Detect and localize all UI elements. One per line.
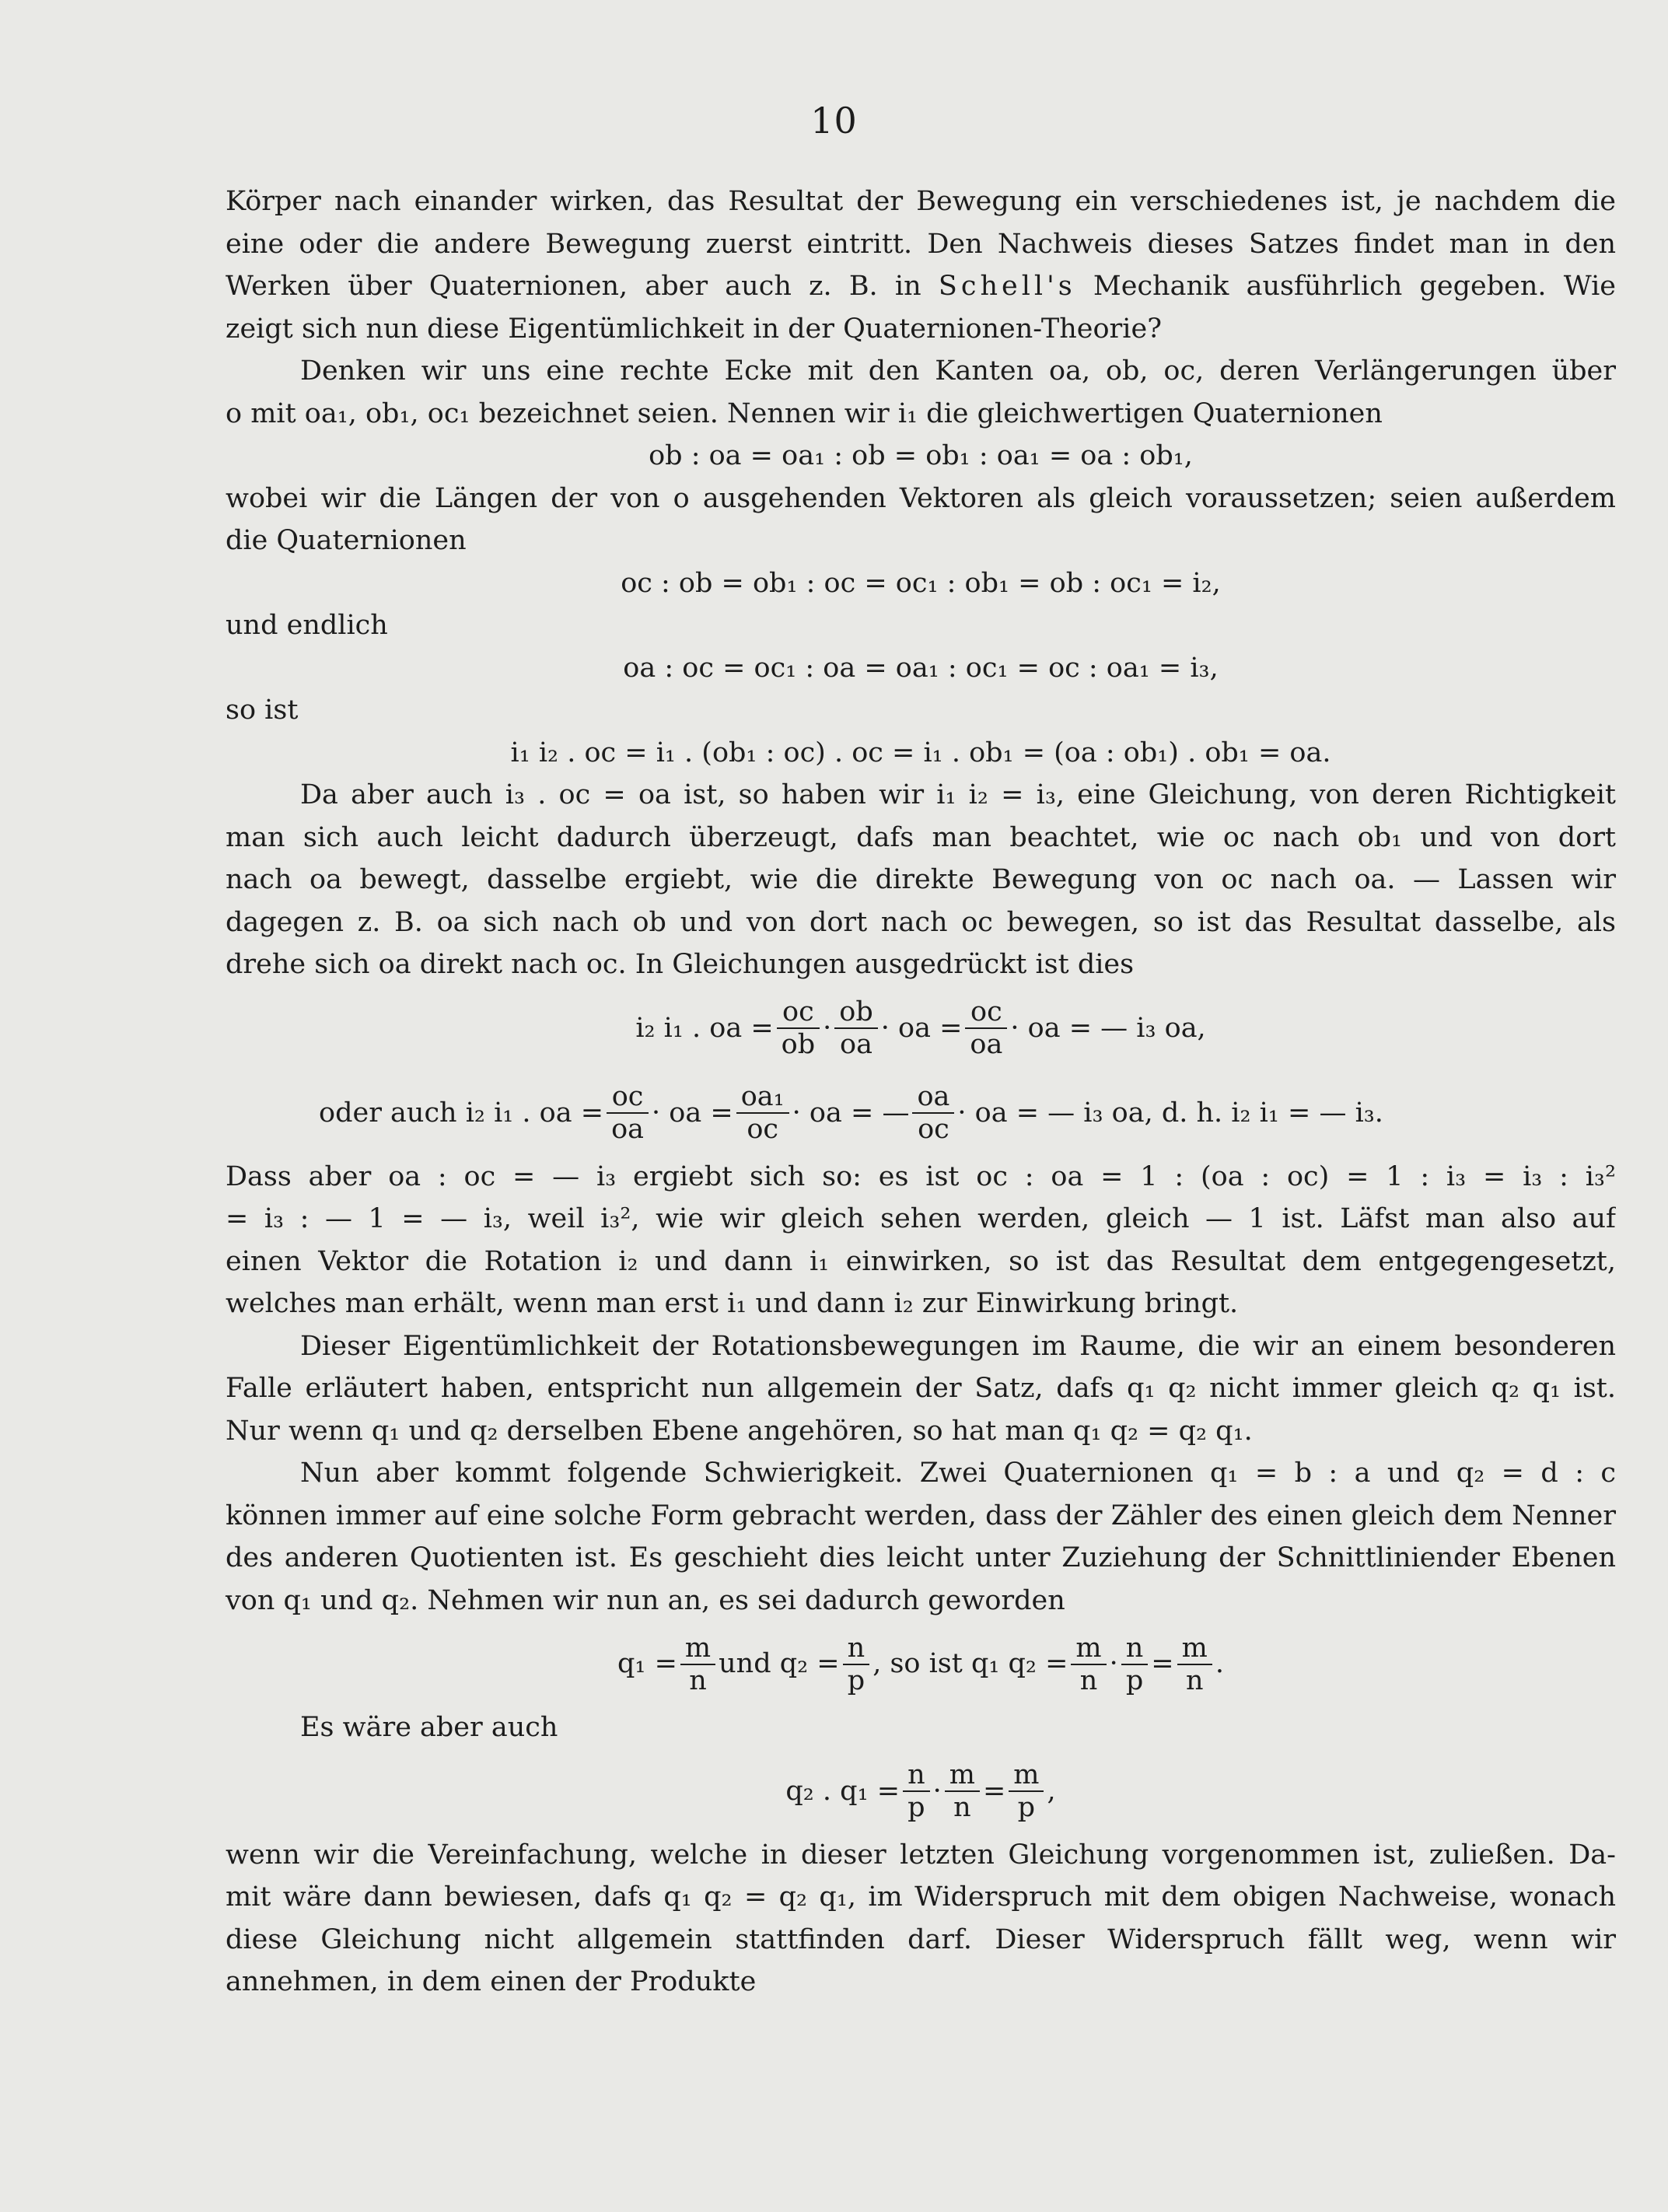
eq-term: . (1215, 1648, 1224, 1680)
text-line: diese Gleichung nicht allgemein stattfinden darf. Dieser Widerspruch fällt weg, wenn wir (226, 1923, 1616, 1955)
eq-term: · (932, 1775, 942, 1807)
fraction (736, 1081, 789, 1145)
text-line: wobei wir die Längen der von o ausgehenden Vektoren als gleich voraussetzen; seien außerdem (226, 482, 1616, 514)
eq-term: q₂ . q₁ = (785, 1775, 900, 1807)
denominator: p (1125, 1664, 1144, 1696)
fraction (843, 1633, 870, 1696)
text-line: Dieser Eigentümlichkeit der Rotationsbewegungen im Raume, die wir an einem besonderen (300, 1330, 1616, 1362)
text-line: mit wäre dann bewiesen, dafs q₁ q₂ = q₂ q₁, im Widerspruch mit dem obigen Nachweise, wonach (226, 1881, 1616, 1913)
text-line: nach oa bewegt, dasselbe ergiebt, wie die direkte Bewegung von oc nach oa. — Lassen wir (226, 864, 1616, 895)
denominator: ob (781, 1029, 816, 1060)
denominator: n (1185, 1664, 1204, 1696)
eq-term: oder auch i₂ i₁ . oa = (319, 1097, 604, 1129)
text-line: drehe sich oa direkt nach oc. In Gleichungen ausgedrückt ist dies (226, 949, 1135, 980)
denominator: oa (970, 1029, 1003, 1060)
text-line: so ist (226, 695, 299, 726)
text-line: Denken wir uns eine rechte Ecke mit den Kanten oa, ob, oc, deren Verlängerungen über (300, 355, 1616, 387)
text-line: des anderen Quotienten ist. Es geschieht dies leicht unter Zuziehung der Schnittliniender Ebenen (226, 1542, 1616, 1573)
text-line: und endlich (226, 610, 388, 641)
equation-5 (226, 986, 1616, 1071)
text-line: Nur wenn q₁ und q₂ derselben Ebene angehören, so hat man q₁ q₂ = q₂ q₁. (226, 1415, 1253, 1447)
eq-term: · oa = — i₃ oa, d. h. i₂ i₁ = — i₃. (957, 1097, 1383, 1129)
text-line: o mit oa₁, ob₁, oc₁ bezeichnet seien. Nennen wir i₁ die gleichwertigen Quaternionen (226, 397, 1383, 429)
eq-term: = (1151, 1648, 1174, 1680)
text-line: Da aber auch i₃ . oc = oa ist, so haben wir i₁ i₂ = i₃, eine Gleichung, von deren Richtigkeit (300, 779, 1616, 810)
numerator: oc (607, 1081, 649, 1114)
text-line: können immer auf eine solche Form gebracht werden, dass der Zähler des einen gleich dem Nenner (226, 1500, 1616, 1531)
fraction (1121, 1633, 1149, 1696)
text-line: welches man erhält, wenn man erst i₁ und dann i₂ zur Einwirkung bringt. (226, 1288, 1239, 1319)
numerator: oa (912, 1081, 954, 1114)
eq-term: · oa = (880, 1012, 963, 1044)
eq-term: · oa = — (792, 1097, 910, 1129)
eq-term: · oa = (652, 1097, 733, 1129)
denominator: oa (840, 1029, 872, 1060)
text-line: Nun aber kommt folgende Schwierigkeit. Zwei Quaternionen q₁ = b : a und q₂ = d : c (300, 1458, 1616, 1489)
numerator: oa₁ (736, 1081, 789, 1114)
numerator: oc (965, 996, 1007, 1029)
page-number: 10 (810, 100, 858, 142)
numerator: n (1121, 1633, 1149, 1665)
numerator: n (843, 1633, 870, 1665)
denominator: oa (611, 1114, 645, 1145)
fraction (945, 1759, 980, 1823)
numerator: m (945, 1759, 980, 1792)
equation-4: i₁ i₂ . oc = i₁ . (ob₁ : oc) . oc = i₁ . ob₁ = (oa : ob₁) . ob₁ = oa. (510, 737, 1331, 768)
text-line (226, 265, 1616, 308)
text-line: dagegen z. B. oa sich nach ob und von dort nach oc bewegen, so ist das Resultat dasselbe, als (226, 906, 1616, 938)
numerator: n (903, 1759, 930, 1792)
text-line: Körper nach einander wirken, das Resultat der Bewegung ein verschiedenes ist, je nachdem die (226, 186, 1616, 217)
denominator: p (847, 1664, 865, 1696)
eq-term: = (982, 1775, 1006, 1807)
numerator: m (680, 1633, 715, 1665)
text-line: man sich auch leicht dadurch überzeugt, dafs man beachtet, wie oc nach ob₁ und von dort (226, 821, 1616, 853)
equation-1: ob : oa = oa₁ : ob = ob₁ : oa₁ = oa : ob₁, (649, 440, 1193, 471)
fraction (1177, 1633, 1212, 1696)
denominator: n (1079, 1664, 1098, 1696)
numerator: m (1071, 1633, 1106, 1665)
fraction (607, 1081, 649, 1145)
denominator: oc (918, 1114, 949, 1145)
text-line: annehmen, in dem einen der Produkte (226, 1966, 757, 1997)
fraction (903, 1759, 930, 1823)
text-line: Falle erläutert haben, entspricht nun allgemein der Satz, dafs q₁ q₂ nicht immer gleich q₂ q₁ ist. (226, 1373, 1616, 1404)
denominator: n (953, 1792, 971, 1823)
equation-3: oa : oc = oc₁ : oa = oa₁ : oc₁ = oc : oa₁ = i₃, (623, 652, 1219, 684)
text-line: = i₃ : — 1 = — i₃, weil i₃², wie wir gleich sehen werden, gleich — 1 ist. Läfst man also auf (226, 1203, 1616, 1234)
denominator: oc (747, 1114, 779, 1145)
fraction (834, 996, 877, 1060)
text-line: einen Vektor die Rotation i₂ und dann i₁ einwirken, so ist das Resultat dem entgegengesetzt, (226, 1245, 1616, 1277)
body-text (226, 180, 1616, 2004)
text-line: Es wäre aber auch (300, 1712, 558, 1743)
text-line: zeigt sich nun diese Eigentümlichkeit in der Quaternionen-Theorie? (226, 313, 1162, 345)
numerator: oc (777, 996, 820, 1029)
equation-2: oc : ob = ob₁ : oc = oc₁ : ob₁ = ob : oc₁ = i₂, (621, 567, 1221, 599)
equation-8 (226, 1749, 1616, 1834)
eq-term: , so ist q₁ q₂ = (872, 1648, 1068, 1680)
equation-6 (226, 1071, 1616, 1156)
eq-term: · (1109, 1648, 1118, 1680)
fraction (680, 1633, 715, 1696)
eq-term: i₂ i₁ . oa = (635, 1012, 774, 1044)
text-line: Dass aber oa : oc = — i₃ ergiebt sich so: es ist oc : oa = 1 : (oa : oc) = 1 : i₃ = i₃ : i₃² (226, 1160, 1616, 1192)
fraction (1071, 1633, 1106, 1696)
fraction (965, 996, 1007, 1060)
eq-term: q₁ = (617, 1648, 677, 1680)
numerator: m (1177, 1633, 1212, 1665)
eq-term: und q₂ = (719, 1648, 840, 1680)
fraction (912, 1081, 954, 1145)
text-line: eine oder die andere Bewegung zuerst eintritt. Den Nachweis dieses Satzes findet man in den (226, 228, 1616, 260)
text-line: die Quaternionen (226, 525, 467, 556)
text-line: wenn wir die Vereinfachung, welche in dieser letzten Gleichung vorgenommen ist, zuließen. Da- (226, 1839, 1616, 1871)
eq-term: · (823, 1012, 832, 1044)
denominator: n (689, 1664, 707, 1696)
numerator: m (1009, 1759, 1044, 1792)
denominator: p (907, 1792, 925, 1823)
text-segment: Werken über Quaternionen, aber auch z. B. in (226, 271, 921, 302)
numerator: ob (834, 996, 877, 1029)
denominator: p (1017, 1792, 1036, 1823)
fraction (1009, 1759, 1044, 1823)
eq-term: · oa = — i₃ oa, (1010, 1012, 1206, 1044)
author-name: Schell's (938, 271, 1076, 302)
eq-term: , (1047, 1775, 1056, 1807)
equation-7 (226, 1622, 1616, 1706)
text-line: von q₁ und q₂. Nehmen wir nun an, es sei dadurch geworden (226, 1584, 1065, 1616)
fraction (777, 996, 820, 1060)
text-segment: Mechanik ausführlich gegeben. Wie (1093, 271, 1616, 302)
